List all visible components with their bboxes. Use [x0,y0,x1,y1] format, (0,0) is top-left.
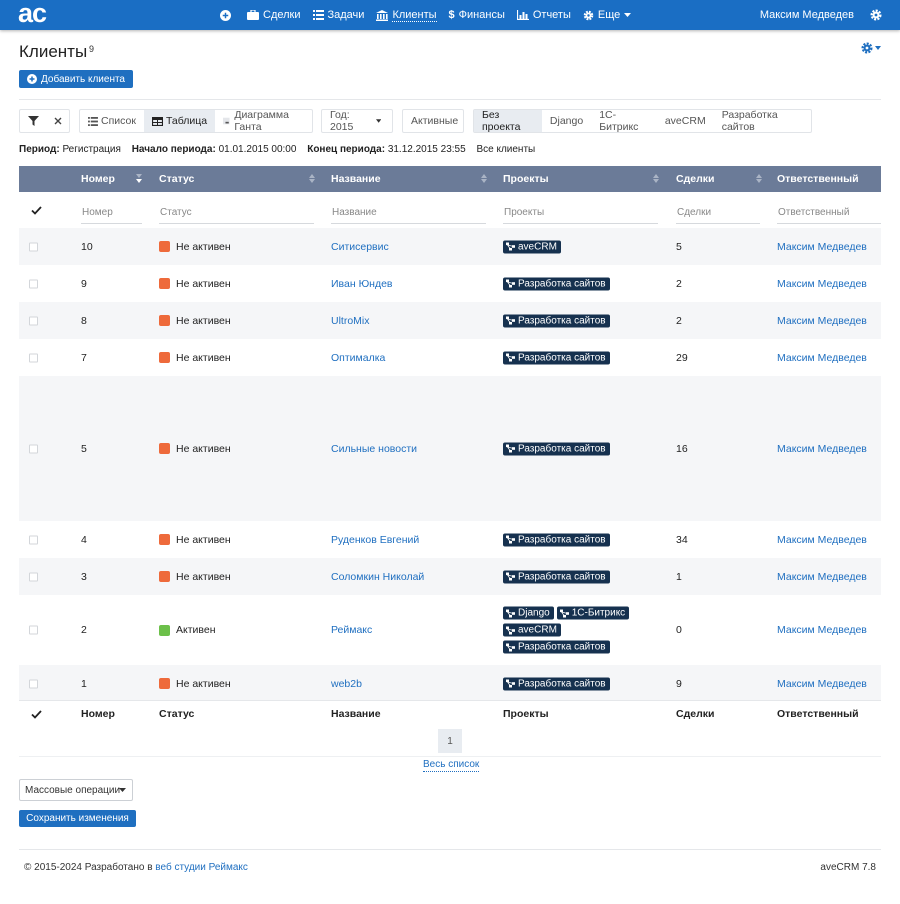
cell-status [159,571,231,583]
footer-number: Номер [81,708,115,720]
cell-deals: 34 [676,533,688,546]
cell-deals: 16 [676,442,688,455]
client-name-link[interactable]: Ситисервис [331,240,389,253]
table-footer [19,700,881,726]
table-row[interactable] [19,665,881,702]
sitemap-icon [506,536,515,544]
project-filter-bitrix[interactable] [591,110,657,132]
project-filter-label: aveCRM [664,115,706,127]
cell-status [159,315,231,327]
project-badge-label: Разработка сайтов [518,571,606,582]
cell-projects [503,238,653,255]
chart-icon [517,10,529,20]
table-row[interactable] [19,265,881,302]
row-checkbox[interactable] [29,444,38,453]
row-checkbox[interactable] [29,242,38,251]
list-icon [313,10,324,20]
cell-deals: 0 [676,624,682,636]
cell-projects [503,312,653,329]
project-filter-avecrm[interactable] [657,110,714,132]
project-filter-label: Django [549,115,584,127]
responsible-link[interactable]: Максим Медведев [777,442,867,455]
status-label: Не активен [176,351,231,364]
add-client-button[interactable] [19,70,133,88]
table-filter-row [19,192,881,228]
status-indicator [159,315,170,326]
period-start-label: Начало периода: [131,144,216,155]
status-label: Не активен [176,240,231,253]
sitemap-icon [506,354,515,362]
cell-deals: 5 [676,240,682,253]
cell-projects [503,349,653,366]
nav-tasks-label: Задачи [327,9,365,21]
filter-button[interactable] [20,110,48,132]
project-badge-label: Разработка сайтов [518,352,606,363]
caret-down-icon [376,119,381,123]
cell-number: 5 [81,442,87,455]
page-settings-menu[interactable] [861,42,881,54]
status-indicator [159,534,170,545]
client-name-link[interactable]: UltroMix [331,314,370,327]
period-label: Период: [19,144,60,155]
client-name-link[interactable]: web2b [331,677,362,690]
project-badge[interactable] [503,570,610,583]
nav-more-label: Еще [597,9,621,21]
row-checkbox[interactable] [29,535,38,544]
cell-status [159,534,231,546]
nav-deals[interactable] [247,0,301,30]
responsible-link[interactable]: Максим Медведев [777,240,867,253]
client-name-link[interactable]: Сильные новости [331,442,418,455]
project-badge[interactable] [503,240,561,253]
project-filter-websites[interactable] [714,110,811,132]
page-title: Клиенты [19,42,88,61]
project-badge-label: Разработка сайтов [518,678,606,689]
app-logo[interactable]: ac [18,0,47,28]
cell-deals: 2 [676,314,682,327]
project-badge[interactable] [503,677,610,690]
status-label: Не активен [176,314,231,327]
pagination [19,727,881,773]
user-settings-gear[interactable] [870,9,882,21]
view-list-label: Список [101,115,136,127]
period-end-label: Конец периода: [307,144,386,155]
cell-projects [503,440,653,457]
page-1-button[interactable]: 1 [438,729,462,753]
footer-deals: Сделки [676,708,715,720]
project-badge-label: Разработка сайтов [518,278,606,289]
project-filter-group [473,109,812,133]
mass-operations-select[interactable] [19,779,133,801]
view-gantt-label: Диаграмма Ганта [234,109,289,133]
filter-number-input[interactable]: Номер [81,204,142,224]
gear-icon [861,42,873,54]
cell-status [159,624,216,636]
row-checkbox[interactable] [29,626,38,635]
view-gantt-button[interactable] [215,110,312,132]
project-badge-label: aveCRM [518,624,557,636]
status-indicator [159,352,170,363]
year-dropdown[interactable] [321,109,393,133]
sitemap-icon [506,643,515,651]
check-all-icon[interactable] [31,710,42,719]
responsible-link[interactable]: Максим Медведев [777,533,867,546]
project-filter-label: Разработка сайтов [721,109,778,133]
status-indicator [159,241,170,252]
header-number[interactable]: Номер [81,173,115,185]
studio-link[interactable]: веб студии Реймакс [155,862,248,873]
nav-clients-label: Клиенты [392,8,437,21]
cell-projects [503,531,653,548]
user-name[interactable]: Максим Медведев [759,9,854,21]
sitemap-icon [506,609,515,617]
view-mode-group [79,109,313,133]
responsible-link[interactable]: Максим Медведев [777,314,867,327]
responsible-link[interactable]: Максим Медведев [777,677,867,690]
project-badge[interactable] [503,442,610,455]
period-clients-value: Все клиенты [476,144,536,155]
status-label: Не активен [176,677,231,690]
project-filter-label: Без проекта [482,109,521,133]
responsible-link[interactable]: Максим Медведев [777,351,867,364]
nav-more[interactable] [583,0,635,30]
full-list-link[interactable]: Весь список [423,759,480,770]
cell-projects [503,675,653,692]
project-badge[interactable] [557,607,629,620]
close-icon [54,117,62,125]
sitemap-icon [506,243,515,251]
plus-circle-icon [220,10,231,21]
cell-status [159,678,231,690]
cell-number: 2 [81,624,87,636]
gear-icon [870,9,882,21]
filter-responsible-input[interactable]: Ответственный [777,204,881,224]
cell-number: 9 [81,277,87,290]
client-count: 9 [89,44,95,54]
status-label: Не активен [176,533,231,546]
project-badge-label: Разработка сайтов [518,443,606,454]
cell-number: 10 [81,240,93,253]
client-name-link[interactable]: Соломкин Николай [331,570,425,583]
filter-group [19,109,70,133]
sitemap-icon [506,573,515,581]
client-name-link[interactable]: Иван Юндев [331,277,393,290]
sitemap-icon [506,280,515,288]
active-filter-label: Активные [411,115,459,127]
footer-status: Статус [159,708,195,720]
period-value: Регистрация [62,144,121,155]
bank-icon [376,10,388,21]
view-table-label: Таблица [165,115,208,127]
status-indicator [159,571,170,582]
status-label: Не активен [176,570,231,583]
cell-status [159,241,231,253]
caret-down-icon [624,13,631,17]
clear-filter-button[interactable] [48,110,71,132]
save-changes-button[interactable]: Сохранить изменения [19,810,136,827]
status-indicator [159,678,170,689]
project-filter-label: 1С-Битрикс [599,109,639,133]
project-badge-label: Разработка сайтов [518,315,606,326]
nav-deals-label: Сделки [263,9,301,21]
row-checkbox[interactable] [29,316,38,325]
responsible-link[interactable]: Максим Медведев [777,570,867,583]
status-indicator [159,278,170,289]
nav-add[interactable] [220,0,235,30]
copyright [24,862,248,873]
status-label: Активен [176,624,216,636]
filter-name-input[interactable]: Название [331,204,486,224]
cell-status [159,352,231,364]
nav-tasks[interactable] [313,0,365,30]
briefcase-icon [247,10,259,20]
period-info [19,144,543,155]
footer-projects: Проекты [503,708,549,720]
cell-status [159,443,231,455]
header-projects[interactable]: Проекты [503,173,549,185]
sort-icon[interactable] [481,174,487,183]
sitemap-icon [560,609,569,617]
sort-desc-icon[interactable] [136,174,142,183]
client-name-link[interactable]: Руденков Евгений [331,533,420,546]
cell-number: 3 [81,570,87,583]
status-indicator [159,443,170,454]
table-row[interactable] [19,339,881,376]
status-label: Не активен [176,442,231,455]
header-name[interactable]: Название [331,173,381,185]
table-row[interactable] [19,302,881,339]
filter-icon [28,116,39,126]
row-checkbox[interactable] [29,279,38,288]
project-badge-label: Django [518,607,550,619]
cell-status [159,278,231,290]
gantt-icon [223,116,231,126]
nav-reports[interactable] [517,0,571,30]
top-navbar [0,0,900,30]
status-label: Не активен [176,277,231,290]
sitemap-icon [506,680,515,688]
table-row[interactable] [19,521,881,558]
project-badge-label: 1С-Битрикс [571,607,626,619]
gear-icon [583,10,594,21]
filter-deals-input[interactable]: Сделки [676,204,760,224]
cell-number: 8 [81,314,87,327]
filter-status-input[interactable]: Статус [159,204,314,224]
mass-operations-label: Массовые операции [25,785,121,796]
nav-finance-label: Финансы [458,9,505,21]
cell-projects [503,568,653,585]
table-row[interactable] [19,558,881,595]
row-checkbox[interactable] [29,679,38,688]
cell-deals: 29 [676,351,688,364]
cell-number: 7 [81,351,87,364]
header-status[interactable]: Статус [159,173,195,185]
table-row[interactable] [19,595,881,665]
header-deals[interactable]: Сделки [676,173,715,185]
divider [19,849,881,850]
add-client-label: Добавить клиента [41,73,125,85]
cell-number: 4 [81,533,87,546]
caret-down-icon [119,788,126,792]
project-badge-label: Разработка сайтов [518,641,606,653]
cell-deals: 1 [676,570,682,583]
client-name-link[interactable]: Реймакс [331,624,373,636]
period-end-value: 31.12.2015 23:55 [387,144,466,155]
row-checkbox[interactable] [29,572,38,581]
project-badge-label: Разработка сайтов [518,534,606,545]
status-indicator [159,625,170,636]
dollar-icon: $ [448,9,455,21]
responsible-link[interactable]: Максим Медведев [777,624,867,636]
project-badge[interactable] [503,533,610,546]
sort-icon[interactable] [653,174,659,183]
footer-responsible: Ответственный [777,708,859,720]
sort-icon[interactable] [309,174,315,183]
cell-projects [503,605,653,656]
year-dropdown-button[interactable] [322,110,392,132]
project-badge[interactable] [503,351,610,364]
view-toolbar [0,109,900,133]
cell-projects [503,275,653,292]
period-start-value: 01.01.2015 00:00 [218,144,297,155]
project-badge[interactable] [503,641,610,654]
check-all-icon[interactable] [31,206,42,215]
copyright-text: © 2015-2024 Разработано в [24,862,153,873]
table-row[interactable] [19,376,881,521]
divider [19,756,881,757]
project-badge[interactable] [503,624,561,637]
nav-clients[interactable] [376,0,436,30]
cell-number: 1 [81,677,87,690]
filter-projects-input[interactable]: Проекты [503,204,658,224]
plus-circle-icon [27,74,37,84]
list-icon [88,117,98,126]
header-responsible[interactable]: Ответственный [777,173,859,185]
view-list-button[interactable] [80,110,144,132]
active-filter-button[interactable] [403,110,466,132]
main-nav [220,0,647,30]
footer-name: Название [331,708,381,720]
sitemap-icon [506,445,515,453]
app-version: aveCRM 7.8 [820,862,876,873]
cell-deals: 2 [676,277,682,290]
sort-icon[interactable] [756,174,762,183]
nav-reports-label: Отчеты [532,9,571,21]
table-row[interactable] [19,228,881,265]
sitemap-icon [506,317,515,325]
project-badge[interactable] [503,314,610,327]
row-checkbox[interactable] [29,353,38,362]
divider [19,99,881,100]
project-filter-django[interactable] [542,110,591,132]
responsible-link[interactable]: Максим Медведев [777,277,867,290]
table-icon [152,117,163,126]
client-name-link[interactable]: Оптималка [331,351,386,364]
view-table-button[interactable] [144,110,215,132]
project-badge[interactable] [503,277,610,290]
nav-finance[interactable] [449,0,505,30]
sitemap-icon [506,626,515,634]
project-badge-label: aveCRM [518,241,557,252]
caret-down-icon [875,46,881,50]
table-header [19,166,881,192]
active-filter-group [402,109,464,133]
project-filter-none[interactable] [474,110,542,132]
project-badge[interactable] [503,607,554,620]
cell-deals: 9 [676,677,682,690]
year-value: Год: 2015 [330,109,354,133]
